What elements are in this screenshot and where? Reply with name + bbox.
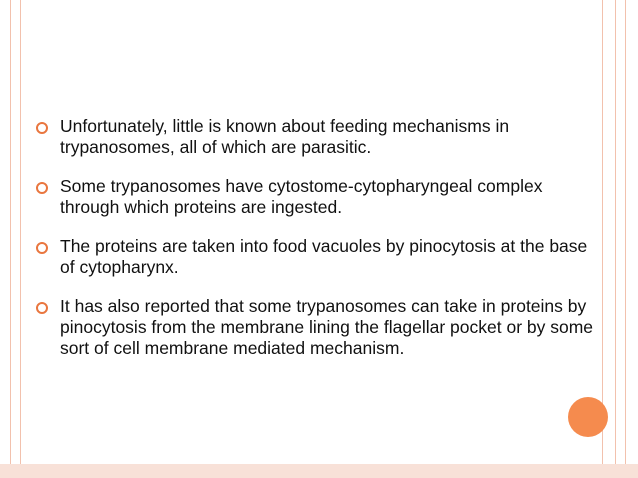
bullet-text: It has also reported that some trypanosomes can take in proteins by pinocytosis from the membrane lining the flagellar pocket or by some sort of cell membrane mediated mechanism. bbox=[60, 296, 594, 358]
bullet-item bbox=[36, 236, 596, 278]
bullet-text: The proteins are taken into food vacuoles by pinocytosis at the base of cytopharynx. bbox=[60, 236, 588, 277]
right-border-line bbox=[615, 0, 616, 478]
bullet-circle-icon bbox=[36, 182, 48, 194]
bullet-text: Some trypanosomes have cytostome-cytopharyngeal complex through which proteins are ingested. bbox=[60, 176, 543, 217]
bullet-item bbox=[36, 296, 596, 359]
bullet-circle-icon bbox=[36, 302, 48, 314]
bottom-decorative-band bbox=[0, 464, 638, 478]
bullet-item bbox=[36, 116, 596, 158]
slide-content bbox=[36, 116, 596, 377]
bullet-item bbox=[36, 176, 596, 218]
decorative-circle bbox=[568, 397, 608, 437]
bullet-circle-icon bbox=[36, 122, 48, 134]
right-border-line bbox=[625, 0, 626, 478]
left-border-line bbox=[20, 0, 21, 478]
bullet-circle-icon bbox=[36, 242, 48, 254]
bullet-text: Unfortunately, little is known about feeding mechanisms in trypanosomes, all of which are parasitic. bbox=[60, 116, 510, 157]
left-border-line bbox=[10, 0, 11, 478]
